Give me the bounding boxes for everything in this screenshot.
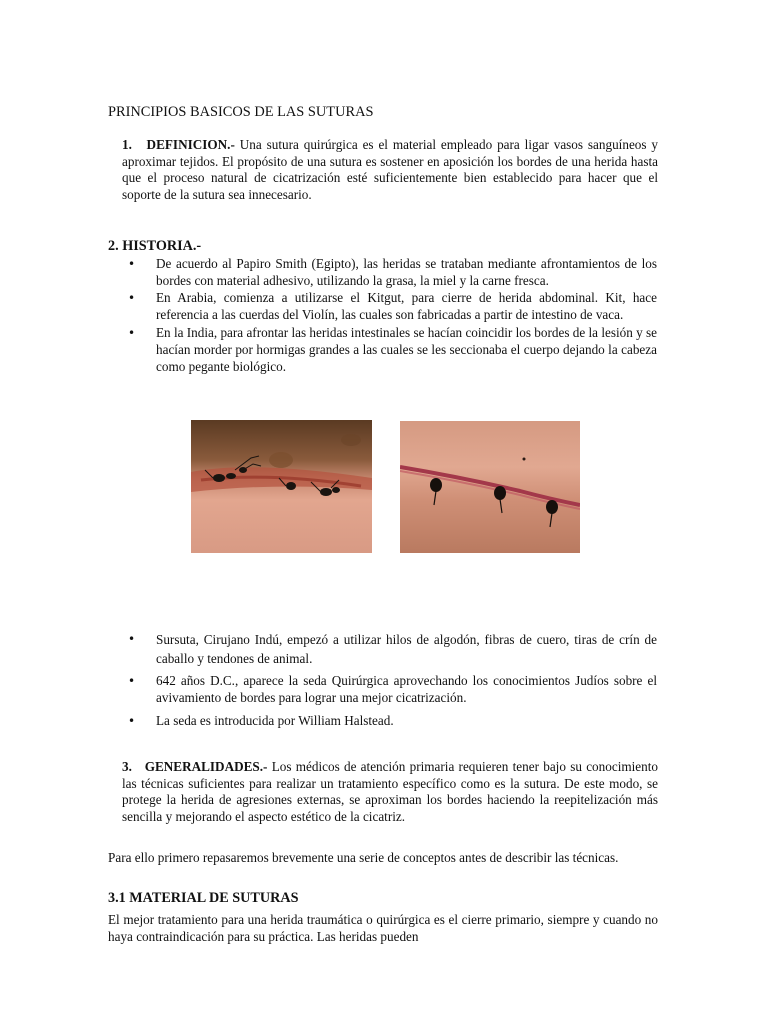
generalidades-heading: 3. GENERALIDADES.-: [122, 759, 268, 774]
section-generalidades: [122, 759, 658, 825]
material-suturas-heading: 3.1 MATERIAL DE SUTURAS: [108, 890, 299, 906]
historia-heading: 2. HISTORIA.-: [108, 238, 202, 254]
paragraph-material: El mejor tratamiento para una herida traumática o quirúrgica es el cierre primario, siempre y cuando no haya contraindicación para su práctica. Las heridas pueden: [108, 912, 658, 944]
list-item: • Sursuta, Cirujano Indú, empezó a utilizar hilos de algodón, fibras de cuero, tiras de crín de caballo y tendones de animal.: [123, 630, 657, 668]
list-item: • La seda es introducida por William Halstead.: [123, 713, 657, 730]
list-item: • De acuerdo al Papiro Smith (Egipto), las heridas se trataban mediante afrontamientos de los bordes con material adhesivo, utilizando la grasa, la miel y la carne fresca.: [123, 256, 657, 289]
ant-suture-photo-right: [400, 421, 580, 553]
ant-suture-photo-left: [191, 420, 372, 553]
definicion-heading: 1. DEFINICION.-: [122, 137, 235, 152]
section-definicion: [122, 137, 658, 203]
historia-list-a: [123, 256, 657, 375]
definicion-text: Una sutura quirúrgica es el material empleado para ligar vasos sanguíneos y aproximar tejidos. El propósito de una sutura es sostener en aposición los bordes de una herida hasta que el proceso natural de cicatrización esté suficientemente bien establecido para hacer que el soporte de la sutura sea innecesario.: [122, 137, 659, 202]
list-item: • En Arabia, comienza a utilizarse el Kitgut, para cierre de herida abdominal. Kit, hace referencia a las cuerdas del Violín, las cuales son fabricadas a partir de intestino de vaca.: [123, 290, 657, 323]
paragraph-conceptos: Para ello primero repasaremos brevemente una serie de conceptos antes de describir las técnicas.: [108, 850, 619, 865]
list-item: • 642 años D.C., aparece la seda Quirúrgica aprovechando los conocimientos Judíos sobre el avivamiento de bordes para lograr una mejor cicatrización.: [123, 673, 657, 706]
historia-list-b: [123, 630, 657, 730]
list-item: • En la India, para afrontar las heridas intestinales se hacían coincidir los bordes de la lesión y se hacían morder por hormigas grandes a las cuales se les seccionaba el cuerpo dejando la cabeza como pegante biológico.: [123, 325, 657, 375]
generalidades-text: Los médicos de atención primaria requieren tener bajo su conocimiento las técnicas suficientes para realizar un tratamiento específico como es la sutura. De este modo, se protege la herida de agresiones externas, se aproximan los bordes haciendo la reepitelización más sencilla y mejorando el aspecto estético de la cicatriz.: [122, 759, 658, 824]
document-title: PRINCIPIOS BASICOS DE LAS SUTURAS: [108, 104, 374, 120]
